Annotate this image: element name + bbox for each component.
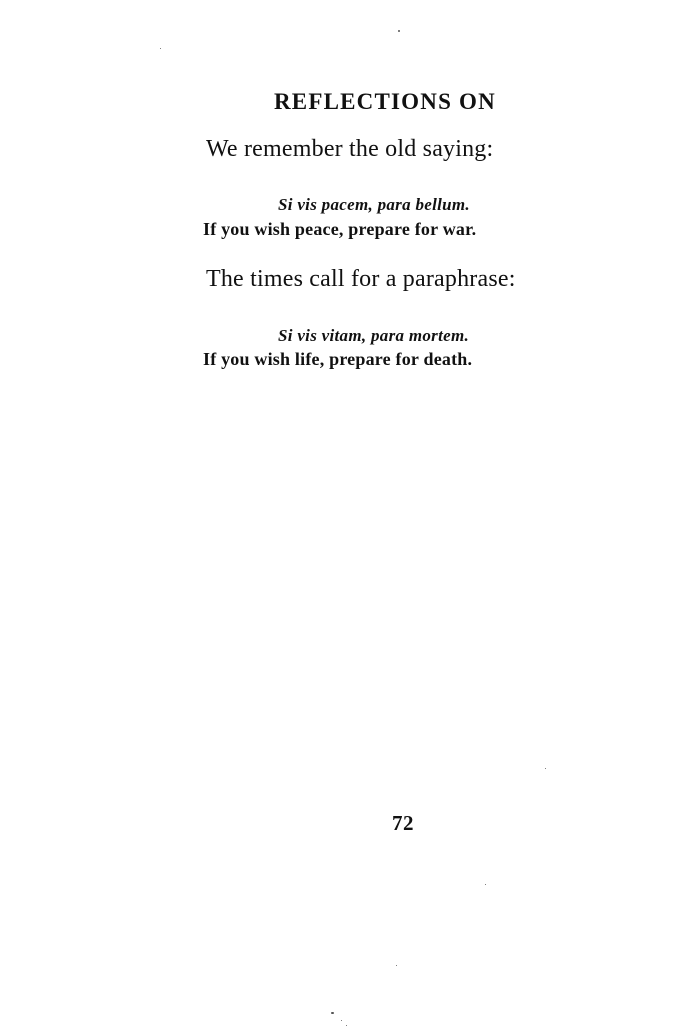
stanza-1-lead-line: We remember the old saying:	[206, 136, 494, 162]
scan-speck	[396, 965, 397, 966]
scan-speck	[346, 1025, 347, 1026]
stanza-1-translation: If you wish peace, prepare for war.	[203, 219, 477, 239]
scan-speck	[341, 1020, 342, 1021]
stanza-2-lead-line: The times call for a paraphrase:	[206, 266, 516, 292]
scan-speck	[398, 30, 400, 32]
stanza-2-latin-maxim: Si vis vitam, para mortem.	[278, 326, 470, 345]
scan-speck	[331, 1012, 334, 1014]
stanza-1-latin-maxim: Si vis pacem, para bellum.	[278, 195, 470, 214]
scan-speck	[545, 768, 546, 769]
stanza-2-translation: If you wish life, prepare for death.	[203, 349, 473, 369]
scan-speck	[485, 884, 486, 885]
scan-speck	[160, 48, 161, 49]
running-head: REFLECTIONS ON	[274, 89, 496, 114]
page-number: 72	[392, 811, 414, 835]
